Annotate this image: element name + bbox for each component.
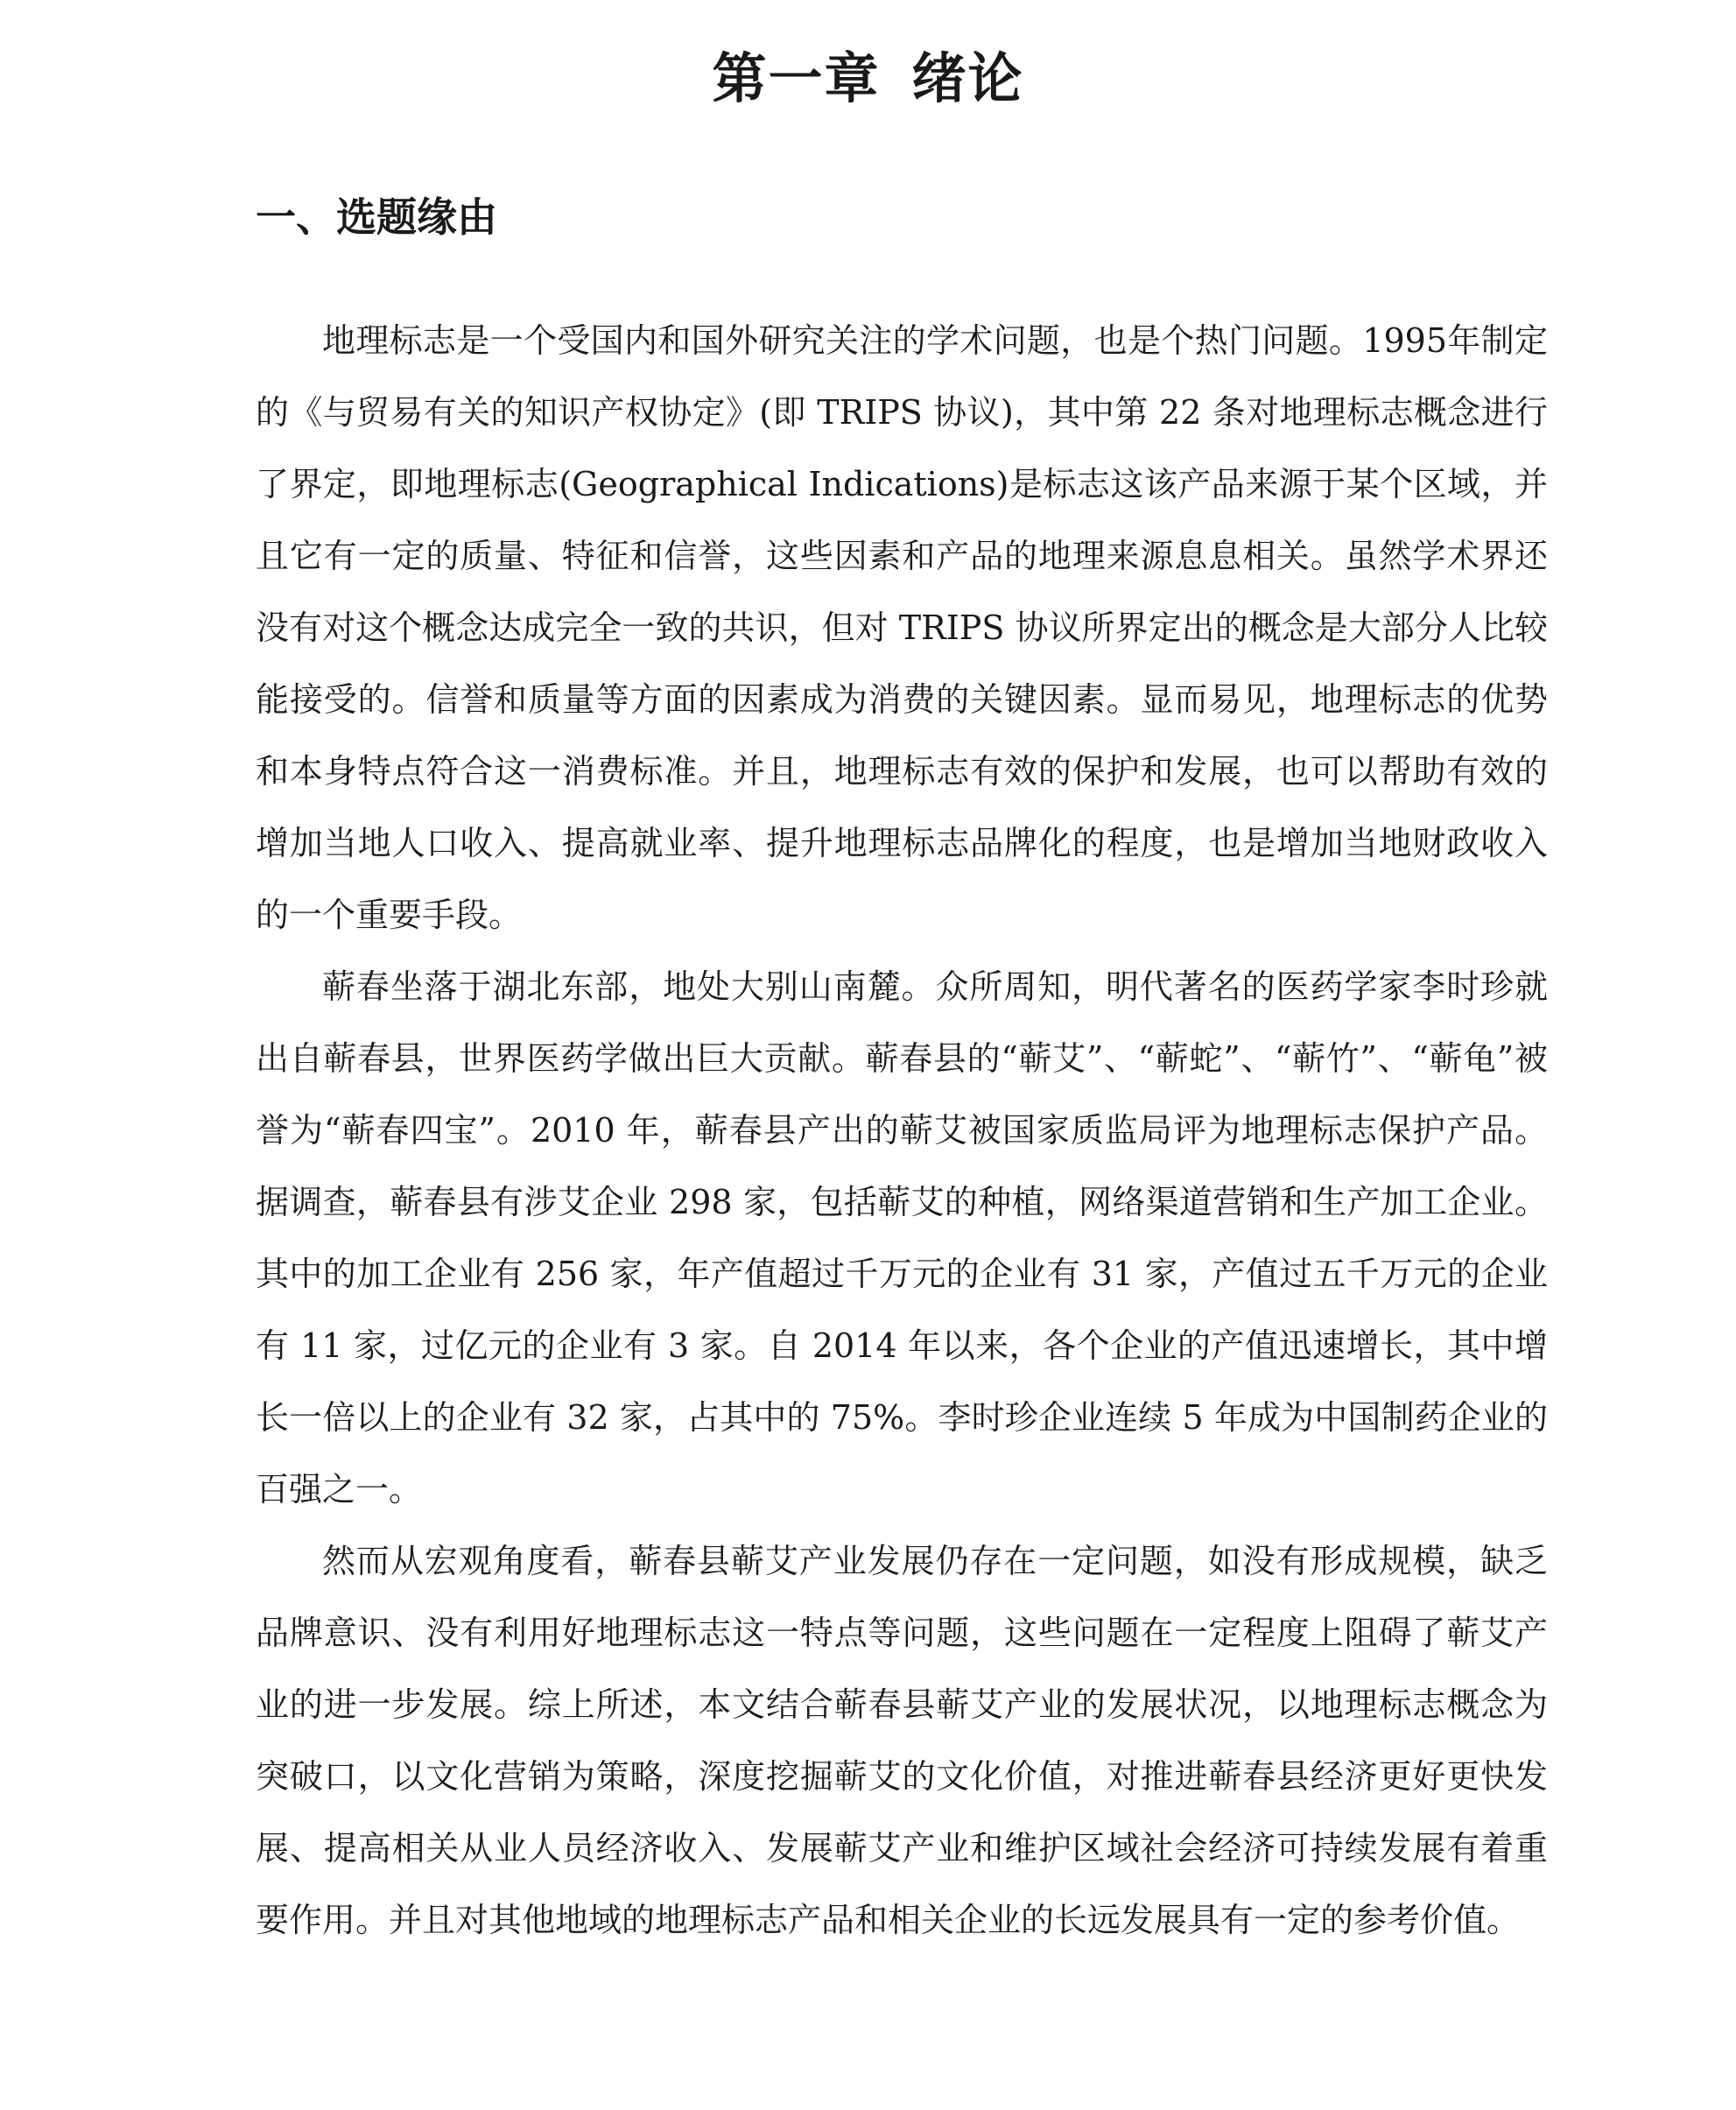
paragraph-3: 然而从宏观角度看，蕲春县蕲艾产业发展仍存在一定问题，如没有形成规模，缺乏品牌意识、没有利用好地理标志这一特点等问题，这些问题在一定程度上阻碍了蕲艾产业的进一步发展。综上所述，本文结合蕲春县蕲艾产业的发展状况，以地理标志概念为突破口，以文化营销为策略，深度挖掘蕲艾的文化价值，对推进蕲春县经济更好更快发展、提高相关从业人员经济收入、发展蕲艾产业和维护区域社会经济可持续发展有着重要作用。并且对其他地域的地理标志产品和相关企业的长远发展具有一定的参考价值。 xyxy=(256,1542,1548,1939)
section-title: 一、选题缘由 xyxy=(256,193,497,241)
chapter-number: 第一章 xyxy=(712,46,881,110)
chapter-name: 绪论 xyxy=(911,46,1024,110)
body-text xyxy=(256,305,1548,1956)
chapter-title xyxy=(0,37,1736,121)
paragraph-1: 地理标志是一个受国内和国外研究关注的学术问题，也是个热门问题。1995年制定的《与贸易有关的知识产权协定》(即 TRIPS 协议)，其中第 22 条对地理标志概念进行了界定，即地理标志(Geographical Indications)是标志这该产品来源于某个区域，并且它有一定的质量、特征和信誉，这些因素和产品的地理来源息息相关。虽然学术界还没有对这个概念达成完全一致的共识，但对 TRIPS 协议所界定出的概念是大部分人比较能接受的。信誉和质量等方面的因素成为消费的关键因素。显而易见，地理标志的优势和本身特点符合这一消费标准。并且，地理标志有效的保护和发展，也可以帮助有效的增加当地人口收入、提高就业率、提升地理标志品牌化的程度，也是增加当地财政收入的一个重要手段。 xyxy=(256,321,1548,934)
paragraph-2: 蕲春坐落于湖北东部，地处大别山南麓。众所周知，明代著名的医药学家李时珍就出自蕲春县，世界医药学做出巨大贡献。蕲春县的“蕲艾”、“蕲蛇”、“蕲竹”、“蕲龟”被誉为“蕲春四宝”。2010 年，蕲春县产出的蕲艾被国家质监局评为地理标志保护产品。据调查，蕲春县有涉艾企业 298 家，包括蕲艾的种植，网络渠道营销和生产加工企业。其中的加工企业有 256 家，年产值超过千万元的企业有 31 家，产值过五千万元的企业有 11 家，过亿元的企业有 3 家。自 2014 年以来，各个企业的产值迅速增长，其中增长一倍以上的企业有 32 家，占其中的 75%。李时珍企业连续 5 年成为中国制药企业的百强之一。 xyxy=(256,967,1548,1509)
